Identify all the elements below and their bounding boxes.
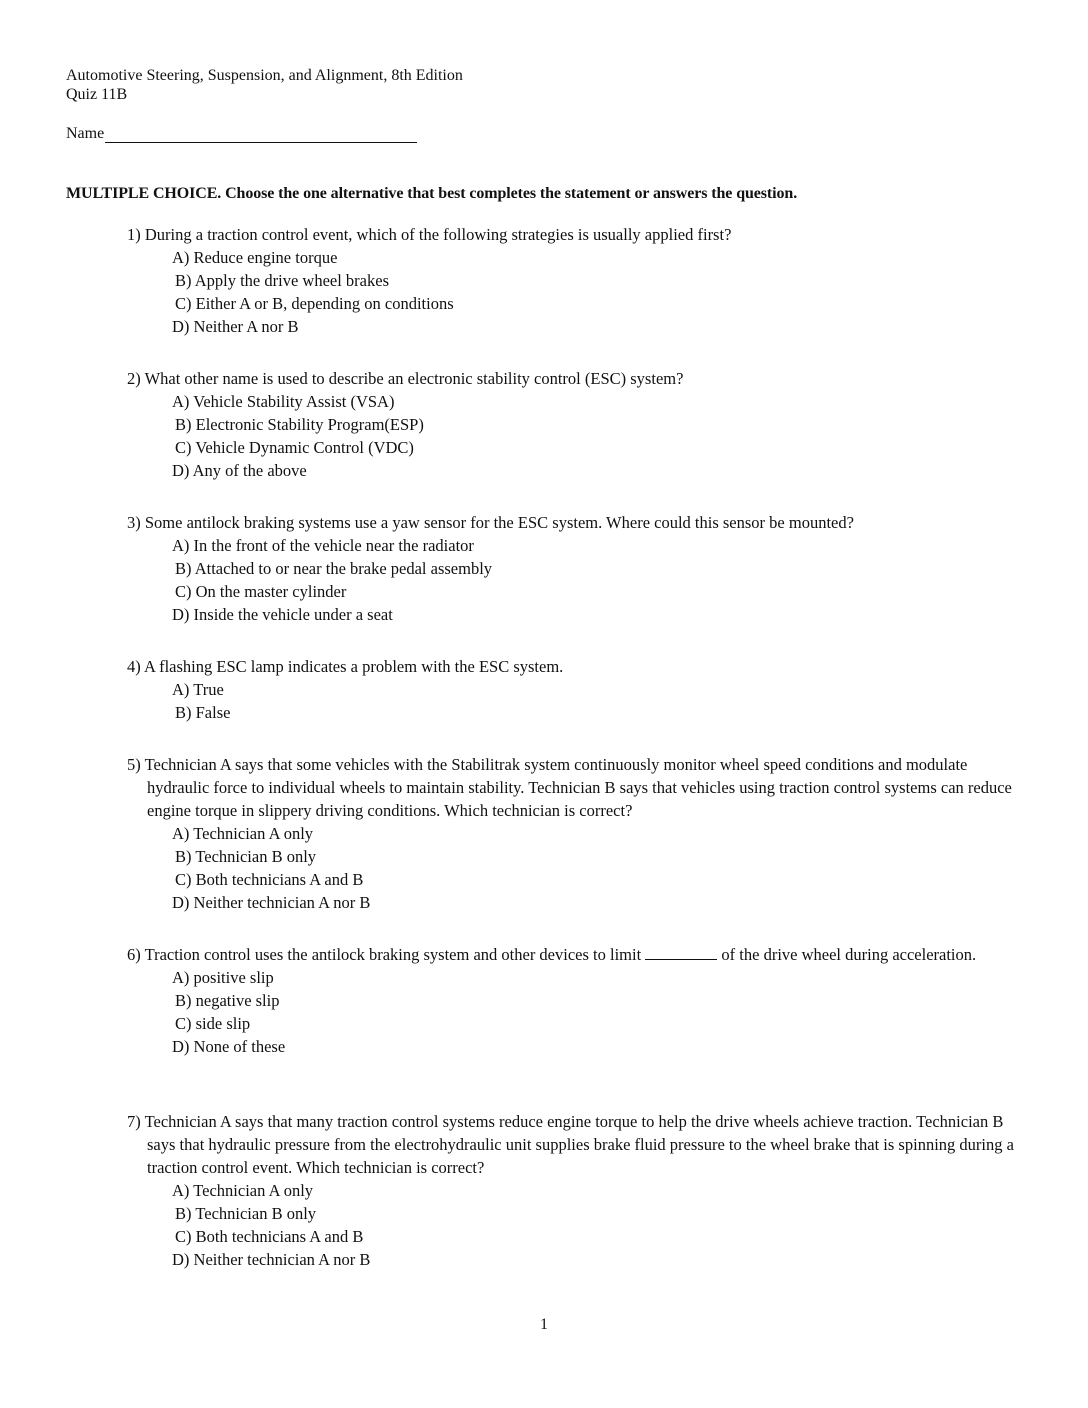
choice-d: D) Inside the vehicle under a seat [172,605,393,624]
choice-d: D) Neither technician A nor B [172,893,371,912]
name-blank-line [105,125,417,143]
question-stem: 7) Technician A says that many traction control systems reduce engine torque to help the drive wheels achieve traction. Technician B says that hydraulic pressure from the electrohydraulic unit supplies brake fluid pressure to the wheel brake that is spinning during a traction control event. Which technician is correct? [127,1112,1014,1177]
page-number: 1 [540,1316,548,1333]
choice-list [172,966,1027,1058]
question-3 [127,511,1027,626]
choice-d: D) Neither A nor B [172,317,299,336]
question-stem: 6) Traction control uses the antilock braking system and other devices to limit of the drive wheel during acceleration. [127,945,977,964]
choice-a: A) True [172,680,224,699]
choice-b: B) Apply the drive wheel brakes [175,271,389,290]
choice-a: A) In the front of the vehicle near the radiator [172,536,474,555]
choice-c: C) Vehicle Dynamic Control (VDC) [175,438,414,457]
question-5 [127,753,1027,914]
choice-b: B) Technician B only [175,1204,317,1223]
question-stem: 2) What other name is used to describe an electronic stability control (ESC) system? [127,369,684,388]
choice-c: C) Either A or B, depending on conditions [175,294,454,313]
choice-d: D) Any of the above [172,461,307,480]
choice-a: A) Vehicle Stability Assist (VSA) [172,392,395,411]
choice-list [172,534,1027,626]
choice-list [172,390,1027,482]
choice-c: C) Both technicians A and B [175,1227,364,1246]
choice-b: B) Technician B only [175,847,317,866]
quiz-title: Quiz 11B [66,86,128,103]
choice-c: C) Both technicians A and B [175,870,364,889]
name-field-row [66,125,417,143]
choice-b: B) negative slip [175,991,280,1010]
choice-list [172,822,1027,914]
question-7 [127,1110,1027,1271]
choice-b: B) Electronic Stability Program(ESP) [175,415,424,434]
name-label: Name [66,125,105,142]
choice-a: A) Technician A only [172,1181,314,1200]
question-stem: 5) Technician A says that some vehicles with the Stabilitrak system continuously monitor wheel speed conditions and modulate hydraulic force to individual wheels to maintain stability. Technician B says that vehicles using traction control systems can reduce engine torque in slippery driving conditions. Which technician is correct? [127,755,1012,820]
choice-c: C) On the master cylinder [175,582,347,601]
choice-a: A) Technician A only [172,824,314,843]
choice-a: A) positive slip [172,968,274,987]
question-2 [127,367,1027,482]
question-stem: 3) Some antilock braking systems use a yaw sensor for the ESC system. Where could this sensor be mounted? [127,513,854,532]
choice-d: D) None of these [172,1037,286,1056]
question-4 [127,655,1027,724]
question-1 [127,223,1027,338]
choice-list [172,1179,1027,1271]
question-6 [127,943,1027,1058]
document-header [66,66,463,104]
question-stem: 1) During a traction control event, which of the following strategies is usually applied first? [127,225,732,244]
choice-b: B) False [175,703,231,722]
choice-a: A) Reduce engine torque [172,248,338,267]
book-title: Automotive Steering, Suspension, and Alignment, 8th Edition [66,67,463,84]
question-stem: 4) A flashing ESC lamp indicates a problem with the ESC system. [127,657,564,676]
choice-list [172,678,1027,724]
choice-d: D) Neither technician A nor B [172,1250,371,1269]
section-instructions: MULTIPLE CHOICE. Choose the one alternative that best completes the statement or answers the question. [66,185,798,202]
choice-c: C) side slip [175,1014,251,1033]
choice-list [172,246,1027,338]
answer-blank [645,945,717,960]
choice-b: B) Attached to or near the brake pedal assembly [175,559,493,578]
